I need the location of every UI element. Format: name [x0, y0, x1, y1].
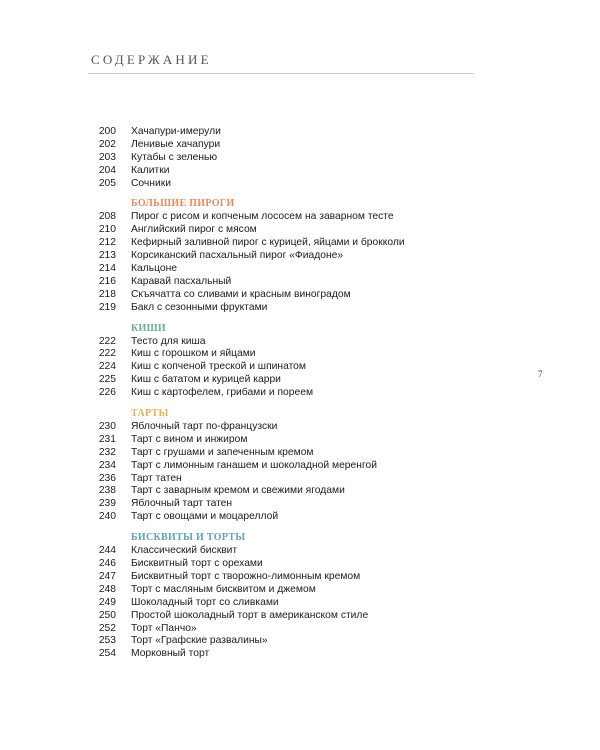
section-title: ТАРТЫ — [131, 408, 169, 420]
entry-page-number: 212 — [98, 237, 116, 249]
toc-entry[interactable] — [90, 421, 490, 434]
section-title: КИШИ — [131, 322, 166, 334]
entry-title: Торт с масляным бисквитом и джемом — [131, 583, 316, 595]
toc-entry[interactable] — [90, 558, 490, 571]
entry-page-number: 203 — [98, 151, 116, 163]
toc-entry[interactable] — [90, 511, 490, 524]
toc-entry[interactable] — [90, 460, 490, 473]
entry-title: Пирог с рисом и копченым лососем на заварном тесте — [131, 211, 394, 223]
entry-title: Бисквитный торт с творожно-лимонным кремом — [131, 570, 361, 582]
entry-page-number: 239 — [98, 498, 116, 510]
toc-entry[interactable] — [90, 498, 490, 511]
toc-entry[interactable] — [90, 648, 490, 661]
entry-page-number: 208 — [98, 211, 116, 223]
entry-page-number: 222 — [98, 348, 116, 360]
toc-section — [90, 196, 490, 314]
entry-page-number: 218 — [98, 288, 116, 300]
entry-title: Киш с картофелем, грибами и пореем — [131, 387, 314, 399]
entry-page-number: 210 — [98, 224, 116, 236]
entry-page-number: 214 — [98, 263, 116, 275]
entry-title: Кефирный заливной пирог с курицей, яйцами и брокколи — [131, 237, 405, 249]
toc-entry[interactable] — [90, 178, 490, 191]
entry-page-number: 249 — [98, 596, 116, 608]
entry-title: Яблочный тарт по-французски — [131, 421, 278, 433]
entry-page-number: 253 — [98, 635, 116, 647]
entry-title: Киш с горошком и яйцами — [131, 348, 256, 360]
toc-entry[interactable] — [90, 635, 490, 648]
entry-page-number: 231 — [98, 433, 116, 445]
toc-entry[interactable] — [90, 348, 490, 361]
toc-entry[interactable] — [90, 584, 490, 597]
toc-section — [90, 530, 490, 661]
toc-section — [90, 126, 490, 190]
toc-entry[interactable] — [90, 276, 490, 289]
entry-title: Торт «Панчо» — [131, 622, 197, 634]
page-title: СОДЕРЖАНИЕ — [91, 52, 212, 67]
entry-title: Тарт с заварным кремом и свежими ягодами — [131, 485, 345, 497]
entry-title: Шоколадный торт со сливками — [131, 596, 279, 608]
toc-entry[interactable] — [90, 623, 490, 636]
entry-title: Кальцоне — [131, 263, 178, 275]
entry-title: Тарт с вином и инжиром — [131, 433, 248, 445]
toc-entry[interactable] — [90, 336, 490, 349]
section-title: БИСКВИТЫ И ТОРТЫ — [131, 532, 246, 544]
toc-entry[interactable] — [90, 374, 490, 387]
entry-title: Корсиканский пасхальный пирог «Фиадоне» — [131, 250, 344, 262]
entry-title: Бисквитный торт с орехами — [131, 558, 263, 570]
entry-page-number: 224 — [98, 361, 116, 373]
toc-entry[interactable] — [90, 139, 490, 152]
entry-title: Ленивые хачапури — [131, 138, 221, 150]
toc-entry[interactable] — [90, 387, 490, 400]
toc-entry[interactable] — [90, 250, 490, 263]
entry-page-number: 216 — [98, 275, 116, 287]
toc-section — [90, 321, 490, 400]
entry-page-number: 246 — [98, 558, 116, 570]
entry-title: Морковный торт — [131, 648, 210, 660]
toc-entry[interactable] — [90, 485, 490, 498]
toc-entry[interactable] — [90, 571, 490, 584]
toc-entry[interactable] — [90, 597, 490, 610]
entry-page-number: 252 — [98, 622, 116, 634]
entry-page-number: 244 — [98, 545, 116, 557]
toc-entry[interactable] — [90, 434, 490, 447]
entry-title: Английский пирог с мясом — [131, 224, 257, 236]
toc-entry[interactable] — [90, 610, 490, 623]
entry-page-number: 254 — [98, 648, 116, 660]
toc-entry[interactable] — [90, 211, 490, 224]
entry-page-number: 238 — [98, 485, 116, 497]
header-divider — [88, 73, 474, 74]
entry-page-number: 250 — [98, 609, 116, 621]
toc-entry[interactable] — [90, 289, 490, 302]
entry-page-number: 219 — [98, 301, 116, 313]
entry-page-number: 204 — [98, 164, 116, 176]
entry-title: Калитки — [131, 164, 170, 176]
entry-page-number: 240 — [98, 511, 116, 523]
entry-page-number: 248 — [98, 583, 116, 595]
entry-title: Торт «Графские развалины» — [131, 635, 268, 647]
entry-title: Тарт татен — [131, 472, 182, 484]
entry-page-number: 230 — [98, 421, 116, 433]
entry-title: Каравай пасхальный — [131, 275, 232, 287]
entry-title: Тарт с овощами и моцареллой — [131, 511, 279, 523]
entry-title: Сочники — [131, 177, 171, 189]
entry-page-number: 222 — [98, 335, 116, 347]
entry-title: Киш с бататом и курицей карри — [131, 374, 281, 386]
toc-entry[interactable] — [90, 447, 490, 460]
toc-entry[interactable] — [90, 152, 490, 165]
entry-title: Скъячатта со сливами и красным виноградом — [131, 288, 351, 300]
toc-entry[interactable] — [90, 126, 490, 139]
toc-entry[interactable] — [90, 237, 490, 250]
entry-page-number: 225 — [98, 374, 116, 386]
entry-title: Тарт с лимонным ганашем и шоколадной меренгой — [131, 459, 377, 471]
toc-entry[interactable] — [90, 302, 490, 315]
entry-page-number: 205 — [98, 177, 116, 189]
entry-title: Хачапури-имерули — [131, 126, 221, 137]
entry-page-number: 247 — [98, 570, 116, 582]
toc-entry[interactable] — [90, 473, 490, 486]
entry-title: Яблочный тарт татен — [131, 498, 233, 510]
entry-page-number: 226 — [98, 387, 116, 399]
entry-title: Тарт с грушами и запеченным кремом — [131, 446, 314, 458]
entry-title: Киш с копченой треской и шпинатом — [131, 361, 306, 373]
toc-entry[interactable] — [90, 224, 490, 237]
entry-page-number: 213 — [98, 250, 116, 262]
entry-page-number: 200 — [98, 126, 116, 137]
entry-title: Тесто для киша — [131, 335, 206, 347]
entry-title: Бакл с сезонными фруктами — [131, 301, 268, 313]
toc-entry[interactable] — [90, 361, 490, 374]
toc-entry[interactable] — [90, 165, 490, 178]
table-of-contents — [90, 126, 490, 661]
entry-page-number: 236 — [98, 472, 116, 484]
page-number: 7 — [538, 369, 543, 379]
entry-title: Классический бисквит — [131, 545, 238, 557]
toc-entry[interactable] — [90, 545, 490, 558]
entry-page-number: 234 — [98, 459, 116, 471]
entry-page-number: 232 — [98, 446, 116, 458]
entry-page-number: 202 — [98, 138, 116, 150]
entry-title: Кутабы с зеленью — [131, 151, 218, 163]
entry-title: Простой шоколадный торт в американском стиле — [131, 609, 369, 621]
section-title: БОЛЬШИЕ ПИРОГИ — [131, 198, 235, 210]
toc-section — [90, 406, 490, 524]
toc-entry[interactable] — [90, 263, 490, 276]
